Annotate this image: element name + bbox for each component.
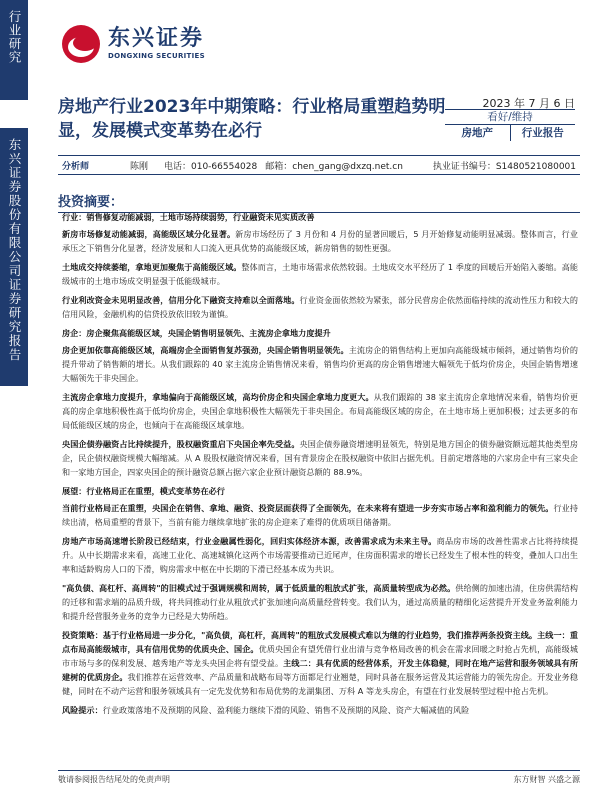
analyst-email: 邮箱：chen_gang@dxzq.net.cn	[265, 161, 403, 172]
paragraph-lead: 投资策略：基于行业格局进一步分化，"高负债，高杠杆，高周转"的粗放式发展模式难以为继的行业趋势，我们推荐两条投资主线。主线一：重点布局高能级城市，具有信用优势的优质央企、国企。	[62, 630, 578, 654]
tag-industry: 房地产	[461, 127, 493, 139]
summary-paragraph	[62, 326, 578, 340]
summary-paragraph	[62, 437, 578, 479]
summary-body	[62, 210, 578, 722]
summary-paragraph	[62, 534, 578, 576]
rating-box	[445, 109, 575, 141]
paragraph-body: 新房市场经历了 3 月份和 4 月份的显著回暖后，5 月开始修复动能明显减弱。整体而言，行业承压之下销售分化显著，经济发展和人口流入更具优势的高能级区域，新房销售的韧性更强。	[62, 229, 578, 253]
report-date: 2023 年 7 月 6 日	[482, 97, 575, 110]
paragraph-lead: 土地成交持续萎缩，拿地更加聚焦于高能级区域。	[62, 262, 242, 272]
paragraph-lead: 央国企债券融资占比持续提升，股权融资重启下央国企率先受益。	[62, 439, 300, 449]
paragraph-body: 行业持续出清，格局重塑的背景下，当前有能力继续拿地扩张的房企迎来了难得的优质项目储备期。	[62, 503, 578, 527]
paragraph-lead: 主线二：具有优质的经营体系，开发主体稳健，同时在地产运营和服务领域具有所建树的优质房企。	[62, 658, 578, 682]
summary-paragraph	[62, 484, 578, 498]
page-footer	[58, 770, 580, 785]
footer-disclaimer: 敬请参阅报告结尾处的免责声明	[58, 775, 170, 784]
tag-report-type: 行业报告	[510, 125, 576, 141]
paragraph-lead: 展望：行业格局正在重塑，模式变革势在必行	[62, 486, 225, 496]
sidebar-category	[0, 0, 28, 100]
analyst-bar	[58, 155, 580, 175]
summary-paragraph	[62, 501, 578, 529]
paragraph-lead: 新房市场修复动能减弱，高能级区域分化显著。	[62, 229, 236, 239]
summary-paragraph	[62, 210, 578, 224]
paragraph-lead: 房企：房企聚焦高能级区域，央国企销售明显领先、主流房企拿地力度提升	[62, 328, 331, 338]
summary-paragraph	[62, 293, 578, 321]
rating-value: 看好/维持	[445, 110, 575, 125]
paragraph-body: 从我们跟踪的 38 家主流房企拿地情况来看，销售均价更高的房企拿地积极性高于低均价房企，央国企拿地积极性大幅领先于非央国企。布局高能级区域的房企，在土地市场上更加积极；过去更多的布局低能级区域的房企，也倾向于在高能级区域拿地。	[62, 392, 579, 430]
analyst-name: 陈刚	[130, 161, 149, 172]
analyst-phone: 电话：010-66554028	[164, 161, 258, 172]
sidebar-category-label: 行业研究	[7, 10, 22, 64]
logo-name-en: DONGXING SECURITIES	[108, 52, 205, 60]
paragraph-body: 优质央国企有望凭借行业出清与竞争格局改善的机会在需求回暖之时抢占先机，高能级城市市场与多的保利发展、越秀地产等龙头央国企将有望受益。	[62, 644, 579, 668]
paragraph-body: 我们推荐在运营效率、产品质量和战略布局等方面都足行业翘楚，同时具备在服务运营及其运营能力的领先房企。开发业务稳健，同时在不动产运营和服务领域具有一定先发优势和布局优势的龙湖集团、万科 A 等龙头房企，有望在行业发展转型过程中抢占先机。	[62, 672, 578, 696]
footer-slogan: 东方财智 兴盛之源	[513, 775, 580, 784]
analyst-label: 分析师	[62, 161, 90, 172]
paragraph-lead: 行业利改资金未见明显改善，信用分化下融资支持难以全面落地。	[62, 295, 300, 305]
summary-paragraph	[62, 260, 578, 288]
logo-name-cn: 东兴证券	[108, 26, 205, 51]
paragraph-lead: 房地产市场高速增长阶段已经结束，行业金融属性弱化，回归实体经济本源，改善需求成为未来主导。	[62, 536, 437, 546]
summary-paragraph	[62, 390, 578, 432]
summary-paragraph	[62, 628, 578, 698]
paragraph-lead: 房企更加依靠高能级区域，高端房企全面销售复苏强劲，央国企销售明显领先。	[62, 345, 349, 355]
analyst-cert: 执业证书编号：S1480521080001	[432, 161, 576, 172]
paragraph-body: 主流房企的销售结构上更加向高能级城市倾斜，通过销售均价的提升带动了销售额的增长。从我们跟踪的 40 家主流房企销售情况来看，销售均价更高的房企销售增速大幅领先于低均价房企，央国企销售增速大幅领先于非央国企。	[62, 345, 578, 383]
paragraph-body: 行业资金面依然较为紧张，部分民营房企依然面临持续的流动性压力和较大的信用风险，金融机构的信贷投放依旧较为谨慎。	[62, 295, 579, 319]
paragraph-body: 供给侧的加速出清，住房供需结构的迁移和需求端的品质升级，将共同推动行业从粗放式扩张加速向高质量经营转变。我们认为，通过高质量的精细化运营提升开发业务盈利能力和提升经营服务业务的竞争力已经是大势所趋。	[62, 583, 578, 621]
summary-paragraph	[62, 227, 578, 255]
paragraph-body: 央国企债券融资增速明显领先，特别是地方国企的债券融资额远超其他类型房企，民企债权融资规模大幅缩减。从 A 股股权融资情况来看，国有背景房企在股权融资中依旧占据先机。目前定增落地的六家房企中有三家央企和一家地方国企，四家央国企的预计融资总额占据六家企业预计融资总额的 88.9%。	[62, 439, 579, 477]
summary-paragraph	[62, 581, 578, 623]
paragraph-lead: 当前行业格局正在重塑，央国企在销售、拿地、融资、投资层面获得了全面领先，在未来将有望进一步夯实市场占率和盈利能力的领先。	[62, 503, 554, 513]
company-logo	[62, 24, 205, 64]
paragraph-body: 行业政策落地不及预期的风险、盈利能力继续下滑的风险、销售不及预期的风险、资产大幅减值的风险	[102, 705, 470, 715]
paragraph-lead: 主流房企拿地力度提升，拿地偏向于高能级区域，高均价房企和央国企拿地力度更大。	[62, 392, 374, 402]
paragraph-body: 商品房市场的改善性需求占比将持续提升。从中长期需求来看，高速工业化、高速城镇化这两个市场需要推动已近尾声，住房面积需求的增长已经发生了根本性的转变，叠加人口出生率和适龄购房人口的下滑，购房需求中枢在中长期的下滑已经基本成为共识。	[62, 536, 578, 574]
summary-paragraph	[62, 343, 578, 385]
sidebar-company-label: 东兴证券股份有限公司证券研究报告	[7, 138, 22, 362]
report-title: 房地产行业2023年中期策略：行业格局重塑趋势明显，发展模式变革势在必行	[58, 97, 446, 141]
paragraph-lead: 行业：销售修复动能减弱，土地市场持续弱势，行业融资未见实质改善	[62, 212, 315, 222]
summary-paragraph	[62, 703, 578, 717]
paragraph-lead: 风险提示：	[62, 705, 103, 715]
logo-emblem-icon	[62, 25, 100, 63]
summary-heading: 投资摘要：	[58, 191, 580, 213]
paragraph-lead: "高负债、高杠杆、高周转"的旧模式过于强调规模和周转，属于低质量的粗放式扩张，高质量转型成为必然。	[62, 583, 456, 593]
sidebar-company	[0, 128, 28, 386]
paragraph-body: 整体而言，土地市场需求依然较弱。土地成交水平经历了 1 季度的回暖后开始陷入萎缩。高能级城市的土地市场成交明显强于低能级城市。	[62, 262, 578, 286]
